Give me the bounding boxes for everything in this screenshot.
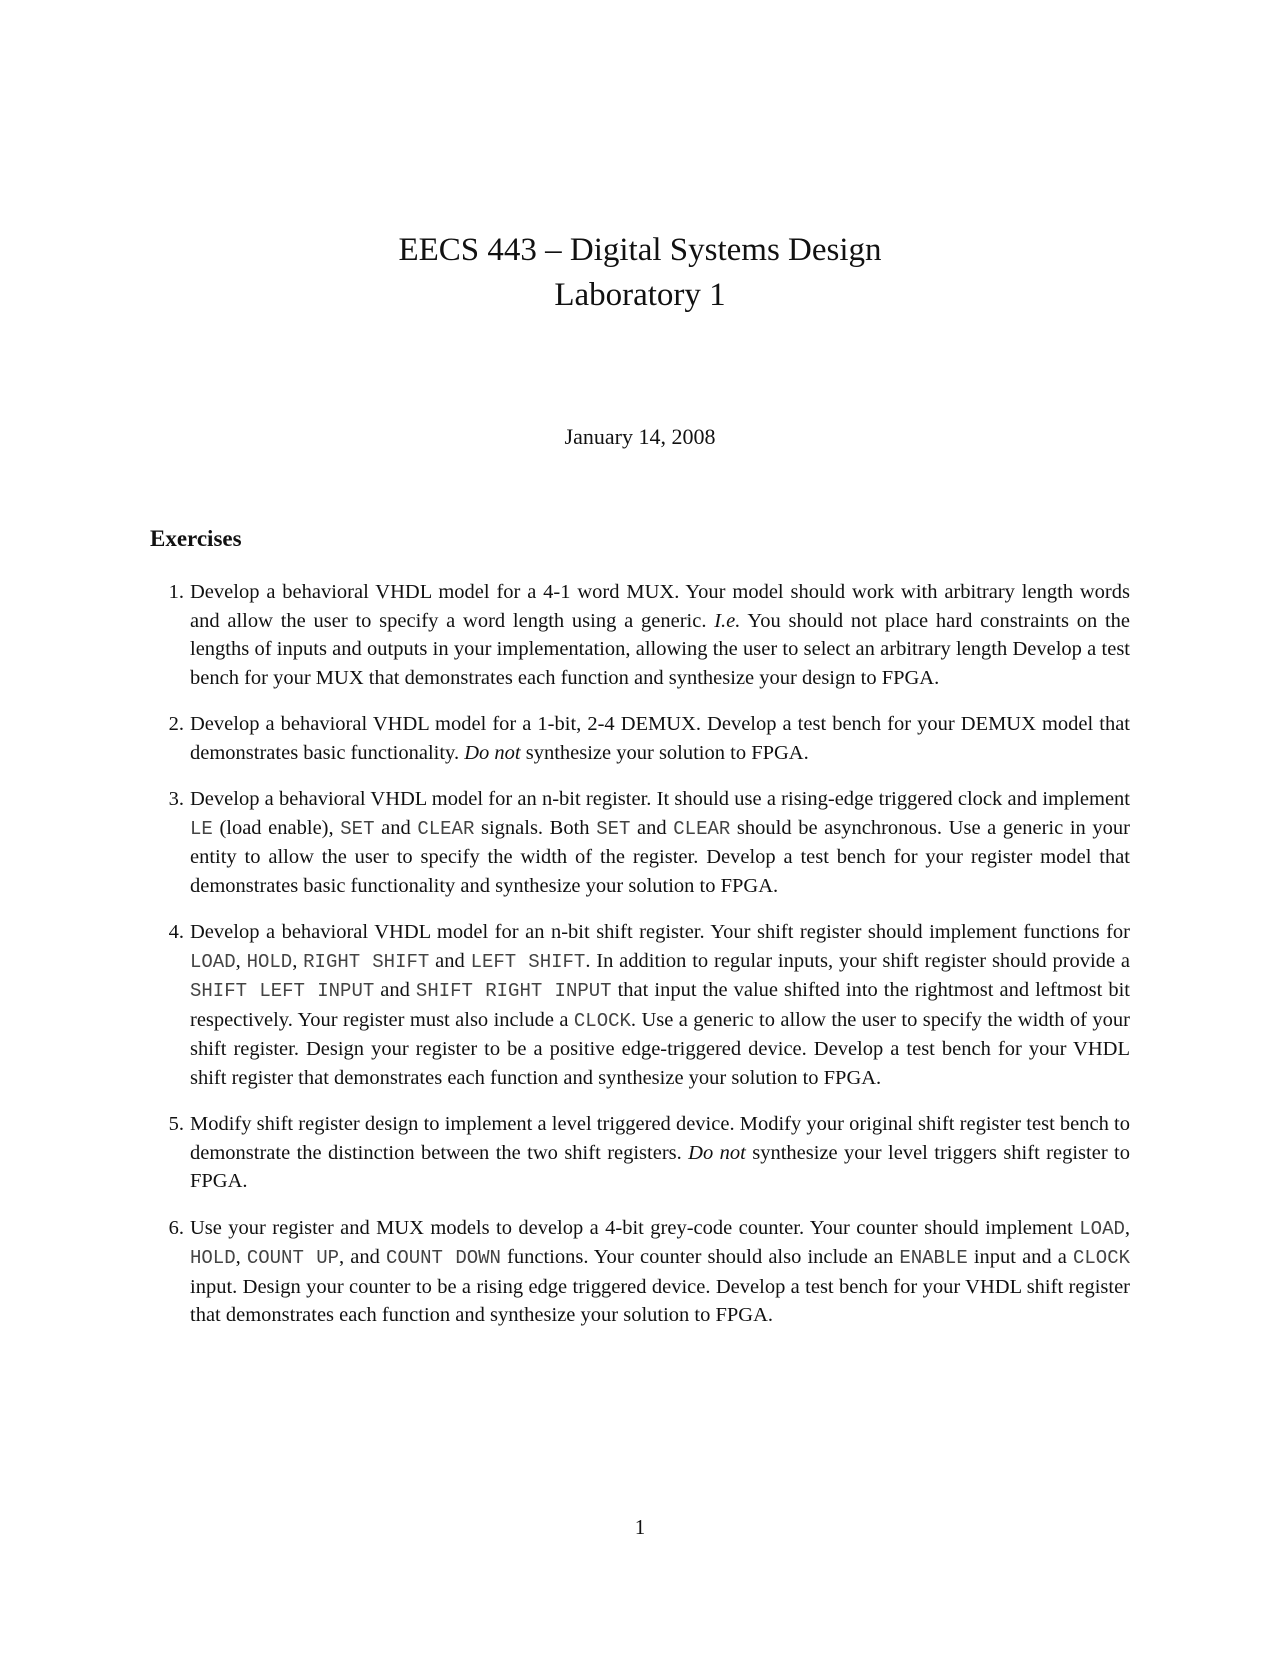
exercise-text: Develop a behavioral VHDL model for an n-bit shift register. Your shift register should implement functions for [190,921,1130,943]
exercise-text: , [235,1246,247,1268]
exercise-text: signals. Both [474,816,597,839]
page-number: 1 [634,1515,646,1539]
exercise-text: You should not place hard constraints on the lengths of inputs and outputs in your implementation, allowing the user to select an arbitrary length Develop a test bench for your MUX that demonstrates each function and synthesize your design to FPGA. [190,609,1131,689]
code-signal-name: CLEAR [417,817,475,840]
exercise-text: should be asynchronous. Use a generic in your entity to allow the user to specify the width of the register. Develop a test bench for your register model that demonstrates basic functionality and synthesize your solution to FPGA. [190,816,1130,897]
document-date: January 14, 2008 [564,424,716,449]
exercise-text: , [235,949,247,972]
exercise-text: input. Design your counter to be a rising edge triggered device. Develop a test bench for your VHDL shift register that demonstrates each function and synthesize your solution to FPGA. [190,1275,1130,1326]
exercise-item-3 [168,785,1130,900]
section-heading-exercises: Exercises [150,526,242,551]
exercise-number: 6. [168,1216,184,1239]
code-signal-name: COUNT DOWN [385,1247,501,1269]
code-signal-name: RIGHT SHIFT [303,950,430,973]
code-signal-name: SHIFT LEFT INPUT [190,980,375,1002]
code-signal-name: SET [596,817,631,840]
exercise-text: that input the value shifted into the rightmost and leftmost bit respectively. Your register must also include a [190,979,1130,1031]
exercise-list [168,578,1131,1348]
code-signal-name: LEFT SHIFT [470,950,586,973]
exercise-item-2 [168,710,1130,767]
exercise-item-6 [168,1214,1130,1330]
exercise-item-1 [168,578,1131,692]
code-signal-name: CLEAR [673,817,731,840]
document-title: EECS 443 – Digital Systems Design [398,232,882,268]
exercise-text: Modify shift register design to implement a level triggered device. Modify your original shift register test bench to demonstrate the distinction between the two shift registers. [190,1113,1130,1164]
exercise-item-5 [168,1110,1130,1196]
exercise-text: (load enable), [212,816,341,839]
exercise-text: Use your register and MUX models to develop a 4-bit grey-code counter. Your counter should implement [190,1216,1080,1239]
code-signal-name: CLOCK [573,1009,631,1032]
code-signal-name: COUNT UP [246,1247,340,1269]
code-signal-name: CLOCK [1072,1247,1130,1269]
exercise-text: and [374,816,418,839]
code-signal-name: LE [190,817,213,840]
code-signal-name: SET [340,817,375,840]
exercise-text: , and [339,1246,386,1268]
exercise-number: 4. [168,921,184,943]
exercise-text: . In addition to regular inputs, your shift register should provide a [585,949,1131,972]
emphasis-text: Do not [688,1141,746,1164]
exercise-text: , [1124,1216,1130,1239]
exercise-number: 3. [168,788,184,810]
code-signal-name: LOAD [190,950,236,973]
exercise-text: input and a [967,1246,1073,1268]
exercise-text: Develop a behavioral VHDL model for an n-bit register. It should use a rising-edge triggered clock and implement [190,788,1130,810]
code-signal-name: HOLD [246,950,293,973]
exercise-text: Develop a behavioral VHDL model for a 1-bit, 2-4 DEMUX. Develop a test bench for your DEMUX model that demonstrates basic functionality. [190,713,1130,764]
exercise-number: 2. [168,713,184,735]
exercise-item-4 [168,918,1131,1092]
exercise-text: Develop a behavioral VHDL model for a 4-1 word MUX. Your model should work with arbitrary length words and allow the user to specify a word length using a generic. [190,581,1130,632]
exercise-number: 5. [168,1113,184,1135]
exercise-text: and [374,979,416,1001]
exercise-text: synthesize your solution to FPGA. [520,741,809,764]
emphasis-text: Do not [464,741,521,764]
exercise-text: , [292,949,304,972]
exercise-text: and [630,816,674,839]
emphasis-text: I.e. [714,609,741,632]
exercise-number: 1. [168,581,184,603]
exercise-text: synthesize your level triggers shift register to FPGA. [190,1141,1130,1192]
code-signal-name: ENABLE [899,1247,968,1269]
document-subtitle: Laboratory 1 [554,277,726,313]
code-signal-name: HOLD [190,1247,236,1269]
exercise-text: . Use a generic to allow the user to specify the width of your shift register. Design your register to be a positive edge-triggered device. Develop a test bench for your VHDL shift register that demonstrates each function and synthesize your solution to FPGA. [190,1008,1130,1089]
exercise-text: functions. Your counter should also include an [500,1246,900,1268]
code-signal-name: LOAD [1079,1217,1125,1240]
exercise-text: and [429,949,471,972]
code-signal-name: SHIFT RIGHT INPUT [415,980,612,1002]
